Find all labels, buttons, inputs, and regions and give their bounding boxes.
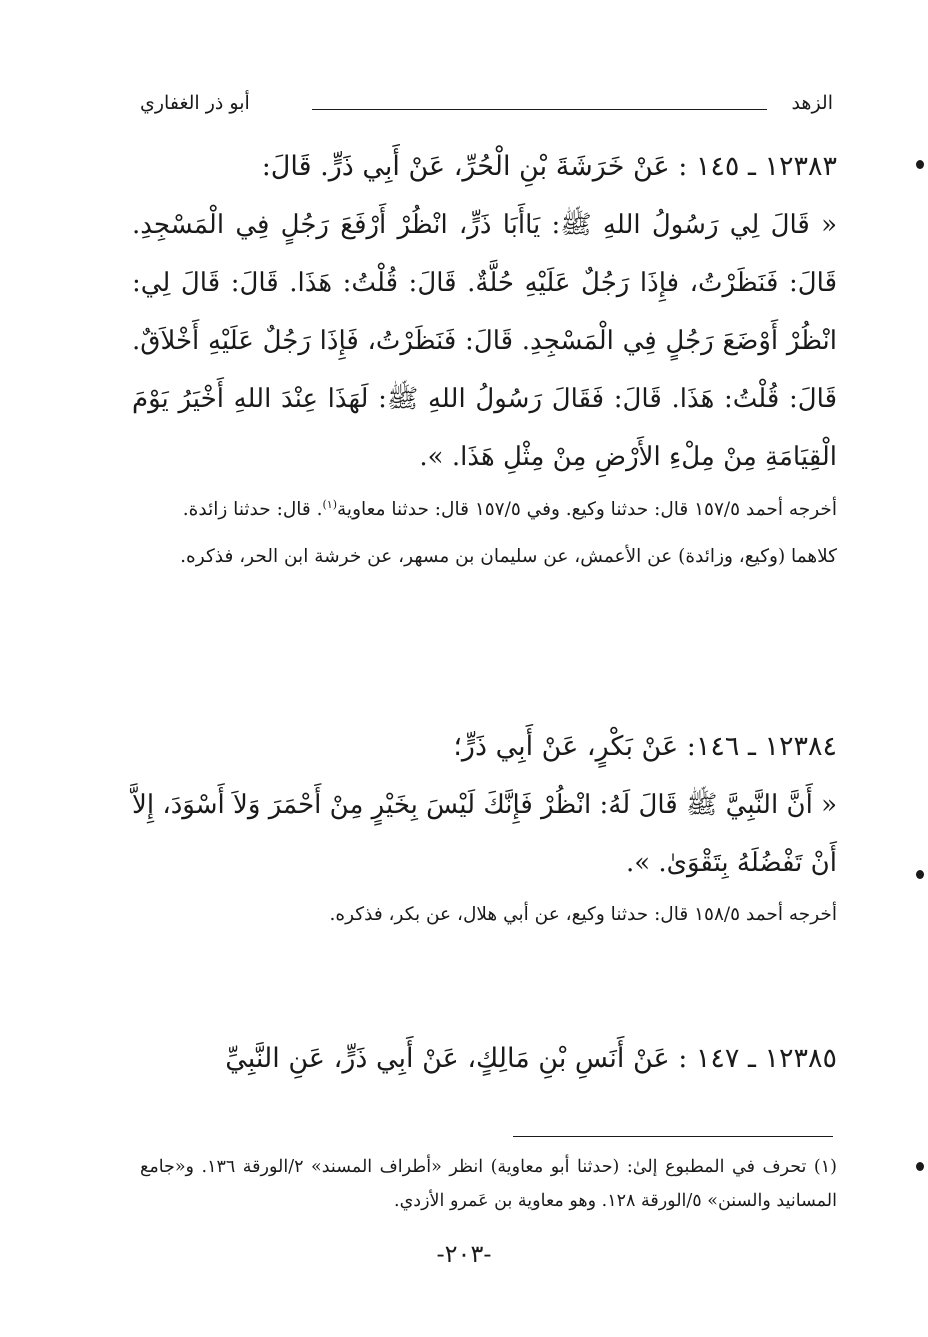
hadith-heading: ١٢٣٨٣ ـ ١٤٥ : عَنْ خَرَشَةَ بْنِ الْحُرِّ، عَنْ أَبِي ذَرٍّ. قَالَ: <box>261 151 837 182</box>
hadith-entry <box>132 1030 837 1088</box>
header-rule <box>312 109 767 110</box>
hadith-text: « أَنَّ النَّبِيَّ ﷺ قَالَ لَهُ: انْظُرْ فَإِنَّكَ لَيْسَ بِخَيْرٍ مِنْ أَحْمَرَ وَلاَ أَسْوَدَ، إِلاَّ أَنْ تَفْضُلَهُ بِتَقْوَىٰ. ». <box>132 790 837 878</box>
running-header <box>140 92 833 126</box>
hadith-heading: ١٢٣٨٤ ـ ١٤٦: عَنْ بَكْرٍ، عَنْ أَبِي ذَرٍّ؛ <box>453 731 837 762</box>
hadith-text: « قَالَ لِي رَسُولُ اللهِ ﷺ: يَاأَبَا ذَرٍّ، انْظُرْ أَرْفَعَ رَجُلٍ فِي الْمَسْجِدِ. قَالَ: فَنَظَرْتُ، فإِذَا رَجُلٌ عَلَيْهِ حُلَّةٌ. قَالَ: قُلْتُ: هَذَا. قَالَ: قَالَ لِي: انْظُرْ أَوْضَعَ رَجُلٍ فِي الْمَسْجِدِ. قَالَ: فَنَظَرْتُ، فَإِذَا رَجُلٌ عَلَيْهِ أَخْلاَقٌ. قَالَ: قُلْتُ: هَذَا. قَالَ: فَقَالَ رَسُولُ اللهِ ﷺ: لَهَذَا عِنْدَ اللهِ أَخْيَرُ يَوْمَ الْقِيَامَةِ مِنْ مِلْءِ الأَرْضِ مِنْ مِثْلِ هَذَا. ». <box>132 210 837 472</box>
takhrij-paragraph: كلاهما (وكيع، وزائدة) عن الأعمش، عن سليمان بن مسهر، عن خرشة ابن الحر، فذكره. <box>180 546 837 567</box>
takhrij-section <box>132 490 837 576</box>
margin-dot <box>916 870 924 879</box>
takhrij-paragraph: أخرجه أحمد ١٥٧/٥ قال: حدثنا وكيع. وفي ١٥٧/٥ قال: حدثنا معاوية$^{(١)}$. قال: حدثنا زائدة. <box>182 497 837 520</box>
chapter-title: أبو ذر الغفاري <box>140 92 250 114</box>
book-title: الزهد <box>791 92 833 114</box>
hadith-entry <box>132 138 837 486</box>
footnote-marker: (١) <box>322 497 338 511</box>
footnote-rule <box>513 1136 833 1137</box>
takhrij-section <box>132 895 837 934</box>
page-number: -٢٠٣- <box>436 1240 492 1268</box>
margin-dot <box>916 160 924 169</box>
takhrij-paragraph: أخرجه أحمد ١٥٨/٥ قال: حدثنا وكيع، عن أبي هلال، عن بكر، فذكره. <box>329 904 837 925</box>
hadith-entry <box>132 718 837 892</box>
footnote: (١) تحرف في المطبوع إلىٰ: (حدثنا أبو معاوية) انظر «أطراف المسند» ٢/الورقة ١٣٦. و«جامع المسانيد والسنن» ٥/الورقة ١٢٨. وهو معاوية بن عَمرو الأزدي. <box>140 1157 837 1211</box>
margin-dot <box>916 1162 924 1171</box>
hadith-heading: ١٢٣٨٥ ـ ١٤٧ : عَنْ أَنَسِ بْنِ مَالِكٍ، عَنْ أَبِي ذَرٍّ، عَنِ النَّبِيِّ <box>225 1043 837 1074</box>
